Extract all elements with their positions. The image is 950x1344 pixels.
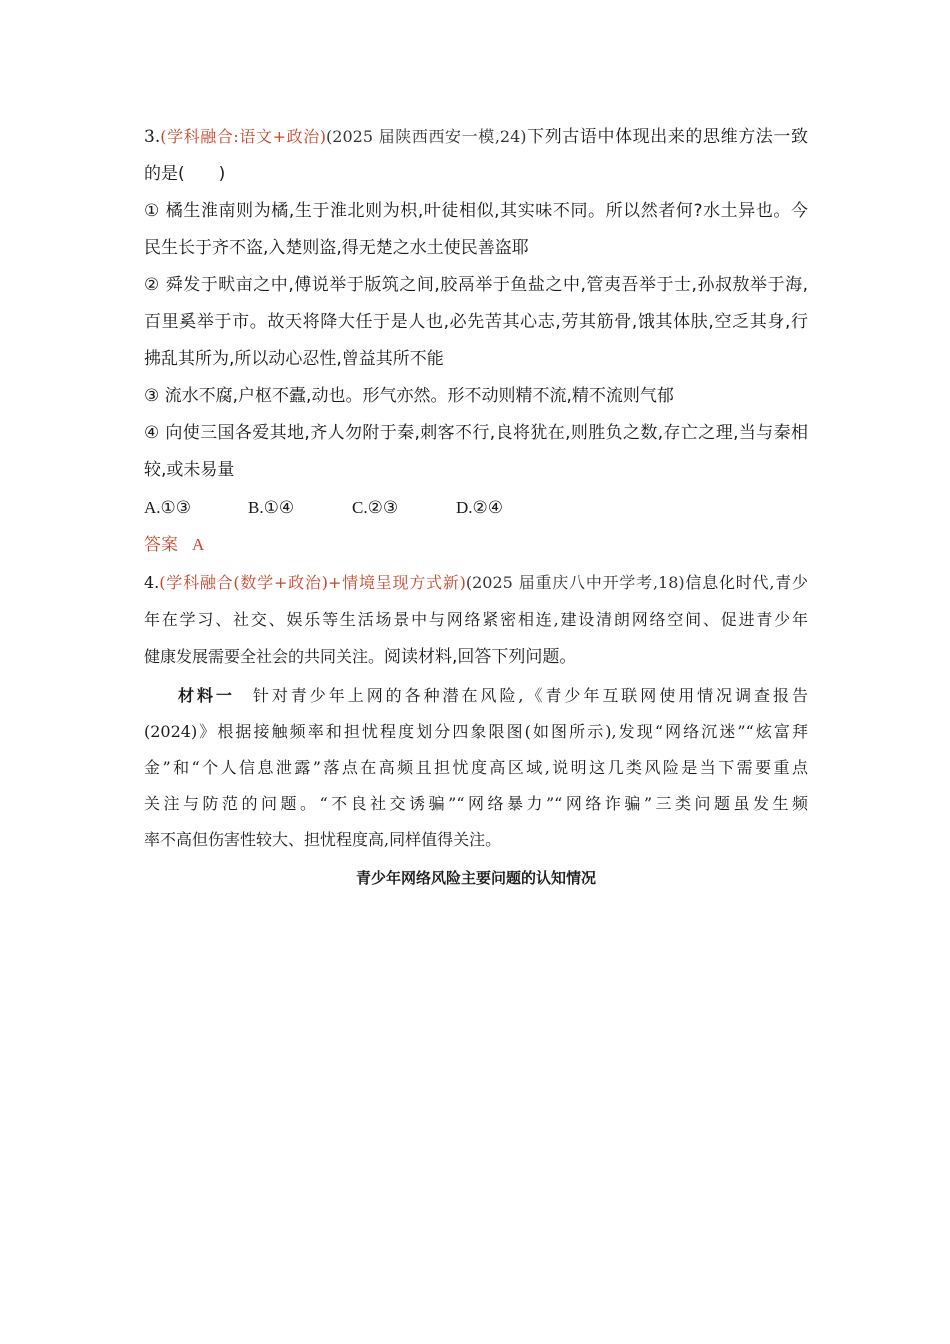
- q3-item2-line3: 拂乱其所为,所以动心忍性,曾益其所不能: [144, 349, 444, 369]
- q4-tag: (学科融合(数学+政治)+情境呈现方式新): [159, 573, 466, 592]
- q3-option-c: C.②③: [352, 498, 399, 517]
- q3-tag: (学科融合:语文+政治): [160, 127, 327, 146]
- q3-option-b: B.①④: [248, 498, 295, 517]
- q3-answer: [144, 526, 808, 564]
- material-line3: 金”和“个人信息泄露”落点在高频且担忧度高区域,说明这几类风险是当下需要重点: [144, 758, 808, 777]
- q3-item3-line1: ③ 流水不腐,户枢不蠹,动也。形气亦然。形不动则精不流,精不流则气郁: [144, 386, 674, 406]
- q4-line3-b: 阅读材料,回答下列问题。: [384, 647, 577, 667]
- q4-source: (2025 届重庆八中开学考,18): [465, 573, 685, 592]
- q3-stem-line1: [144, 118, 808, 156]
- q3-item4-line2: 较,或未易量: [144, 460, 235, 480]
- material-line4: 关注与防范的问题。“不良社交诱骗”“网络暴力”“网络诈骗”三类问题虽发生频: [144, 794, 808, 813]
- q4-line3-a: 健康发展需要全社会的共同关注。: [144, 647, 385, 666]
- material-line5: 率不高但伤害性较大、担忧程度高,同样值得关注。: [144, 830, 502, 849]
- q4-line2: 年在学习、社交、娱乐等生活场景中与网络紧密相连,建设清朗网络空间、促进青少年: [144, 610, 808, 629]
- q3-option-d: D.②④: [456, 498, 504, 517]
- q3-source: (2025 届陕西西安一模,24): [326, 127, 527, 146]
- q4-material-one: [144, 678, 808, 858]
- q3-item1-line2: 民生长于齐不盗,入楚则盗,得无楚之水土使民善盗耶: [144, 238, 529, 258]
- q3-number: 3.: [144, 127, 161, 147]
- q4-line3: [144, 638, 808, 676]
- q3-item1-line1: ① 橘生淮南则为橘,生于淮北则为枳,叶徒相似,其实味不同。所以然者何?水土异也。今: [144, 201, 808, 221]
- q3-stem-text: 下列古语中体现出来的思维方法一致: [526, 127, 808, 147]
- q3-item2-line2: 百里奚举于市。故天将降大任于是人也,必先苦其心志,劳其筋骨,饿其体肤,空乏其身,行: [144, 312, 808, 332]
- material-line2: (2024)》根据接触频率和担忧程度划分四象限图(如图所示),发现“网络沉迷”“炫富拜: [144, 722, 808, 741]
- q3-answer-value: A: [192, 535, 205, 554]
- q4-number: 4.: [144, 573, 160, 592]
- q3-item2-line1: ② 舜发于畎亩之中,傅说举于版筑之间,胶鬲举于鱼盐之中,管夷吾举于士,孙叔敖举于海,: [144, 275, 808, 295]
- q3-options: [144, 489, 808, 526]
- q3-option-a: A.①③: [144, 498, 192, 517]
- document-page: [144, 118, 808, 896]
- material-line1: 针对青少年上网的各种潜在风险,《青少年互联网使用情况调查报告: [252, 686, 808, 705]
- q3-item4-line1: ④ 向使三国各爱其地,齐人勿附于秦,刺客不行,良将犹在,则胜负之数,存亡之理,当与秦相: [144, 423, 808, 443]
- q3-stem-line2: 的是( ): [144, 164, 226, 184]
- q3-answer-label: 答案: [144, 535, 178, 555]
- q4-material-line1-wrap: [144, 678, 808, 714]
- figure-caption: 青少年网络风险主要问题的认知情况: [355, 869, 596, 887]
- material-heading: 材料一: [178, 686, 235, 705]
- q4-line1: [144, 564, 808, 601]
- q4-line1-tail: 信息化时代,青少: [684, 573, 808, 592]
